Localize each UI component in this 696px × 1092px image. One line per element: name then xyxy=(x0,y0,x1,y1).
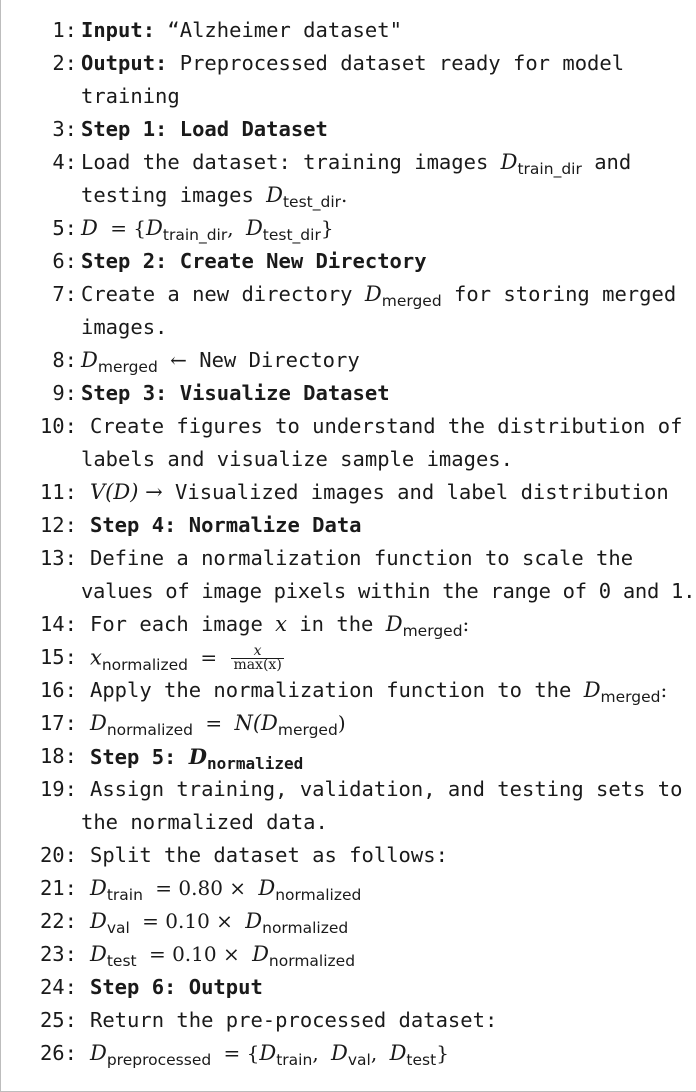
line-number: 20: xyxy=(39,843,77,867)
step-heading: Step 5: xyxy=(90,745,177,769)
step-heading: Step 3: Visualize Dataset xyxy=(81,381,390,405)
math-symbol: D xyxy=(583,678,601,702)
math-symbol: , xyxy=(370,1041,378,1065)
math-symbol: D xyxy=(364,282,382,306)
math-subscript: test_dir xyxy=(282,193,342,211)
math-symbol: D xyxy=(259,1041,277,1065)
math-subscript: train xyxy=(106,886,143,904)
math-symbol: D xyxy=(266,183,283,207)
line-number: 13: xyxy=(39,546,77,570)
line-number: 25: xyxy=(39,1008,77,1032)
line-number: 12: xyxy=(39,513,77,537)
math-subscript: normalized xyxy=(106,721,193,739)
line-text: Load the dataset: training images xyxy=(81,150,489,174)
math-coefficient: = 0.80 × xyxy=(155,876,247,900)
math-subscript: test xyxy=(106,952,137,970)
step-heading: Step 2: Create New Directory xyxy=(81,249,427,273)
math-coefficient: = 0.10 × xyxy=(142,909,233,933)
math-symbol: , xyxy=(227,216,234,240)
math-subscript: merged xyxy=(277,721,338,739)
line-number: 2: xyxy=(52,51,77,75)
math-symbol: ) xyxy=(337,711,346,735)
line-number: 17: xyxy=(39,711,77,735)
line-text: Assign training, validation, and testing sets to xyxy=(90,777,683,801)
math-symbol: D xyxy=(500,150,518,174)
line-number: 24: xyxy=(39,975,77,999)
line-number: 22: xyxy=(39,909,77,933)
fraction-numerator: x xyxy=(231,645,283,659)
line-number: 11: xyxy=(39,480,77,504)
math-symbol: , xyxy=(312,1041,319,1065)
input-value: “Alzheimer dataset" xyxy=(167,18,402,42)
line-continuation: the normalized data. xyxy=(81,810,328,834)
math-symbol: ← xyxy=(170,348,187,372)
line-number: 18: xyxy=(39,744,77,768)
fraction-denominator: max(x) xyxy=(233,657,282,673)
line-number: 16: xyxy=(39,678,77,702)
math-symbol: D xyxy=(385,612,403,636)
line-text: Split the dataset as follows: xyxy=(90,843,448,867)
line-number: 6: xyxy=(52,249,77,273)
line-text: Visualized images and label distribution xyxy=(175,480,669,504)
line-number: 5: xyxy=(52,216,77,240)
math-symbol: D xyxy=(81,216,98,240)
line-continuation: values of image pixels within the range of 0 and 1. xyxy=(81,579,696,603)
step-heading: Step 4: Normalize Data xyxy=(90,513,362,537)
line-number: 26: xyxy=(39,1041,77,1065)
math-symbol: } xyxy=(436,1041,449,1065)
math-symbol: x xyxy=(90,645,102,670)
math-subscript: normalized xyxy=(101,655,188,674)
math-symbol: . xyxy=(341,183,348,207)
line-continuation: labels and visualize sample images. xyxy=(81,447,513,471)
math-symbol: = xyxy=(200,645,218,670)
math-symbol: D xyxy=(90,876,107,900)
math-symbol: N( xyxy=(234,711,262,735)
line-number: 4: xyxy=(52,150,77,174)
line-number: 15: xyxy=(39,645,77,669)
line-number: 10: xyxy=(39,414,77,438)
math-subscript: normalized xyxy=(275,886,362,904)
math-subscript: merged xyxy=(97,358,158,376)
math-symbol: D xyxy=(146,216,163,240)
math-subscript: normalized xyxy=(206,754,304,773)
math-subscript: merged xyxy=(381,292,442,310)
math-symbol: D xyxy=(252,942,269,966)
line-number: 3: xyxy=(52,117,77,141)
line-text: New Directory xyxy=(199,348,360,372)
output-value: Preprocessed dataset ready for model xyxy=(179,51,625,75)
math-subscript: normalized xyxy=(262,919,349,937)
math-symbol: D xyxy=(90,711,107,735)
math-subscript: normalized xyxy=(268,952,356,970)
math-symbol: D xyxy=(90,909,107,933)
line-text: and xyxy=(594,150,632,174)
math-symbol: } xyxy=(320,216,334,240)
line-text: Apply the normalization function to the xyxy=(90,678,572,702)
line-text: For each image xyxy=(90,612,263,636)
fraction xyxy=(231,645,283,672)
line-number: 7: xyxy=(52,282,77,306)
math-subscript: merged xyxy=(402,622,463,640)
line-continuation: images. xyxy=(81,315,168,339)
math-subscript: train_dir xyxy=(517,160,582,178)
math-subscript: val xyxy=(347,1051,371,1069)
line-number: 14: xyxy=(39,612,77,636)
math-symbol: D xyxy=(331,1041,348,1065)
math-subscript: test_dir xyxy=(262,226,321,244)
line-text: in the xyxy=(299,612,374,636)
math-symbol: = xyxy=(205,711,223,735)
line-text: Define a normalization function to scale the xyxy=(90,546,634,570)
input-label: Input: xyxy=(81,18,156,42)
math-symbol: D xyxy=(188,744,207,769)
math-subscript: val xyxy=(106,919,130,937)
line-text: Return the pre-processed dataset: xyxy=(90,1008,498,1032)
math-symbol: = { xyxy=(223,1041,260,1065)
math-subscript: train xyxy=(276,1051,313,1069)
math-symbol: : xyxy=(660,678,668,702)
step-heading: Step 1: Load Dataset xyxy=(81,117,328,141)
line-continuation: training xyxy=(81,84,180,108)
line-text: Create a new directory xyxy=(81,282,353,306)
math-symbol: D xyxy=(90,942,107,966)
step-heading: Step 6: Output xyxy=(90,975,263,999)
math-symbol: V(D) → xyxy=(90,480,163,504)
line-text: for storing merged xyxy=(454,282,677,306)
math-symbol: D xyxy=(245,909,263,933)
math-subscript: train_dir xyxy=(162,226,228,244)
math-symbol: D xyxy=(258,876,276,900)
line-number: 1: xyxy=(52,18,77,42)
math-subscript: merged xyxy=(600,688,661,706)
math-symbol: D xyxy=(245,216,263,240)
math-symbol: = { xyxy=(110,216,147,240)
math-symbol: D xyxy=(261,711,278,735)
output-label: Output: xyxy=(81,51,168,75)
math-subscript: test xyxy=(406,1051,437,1069)
math-symbol: D xyxy=(389,1041,407,1065)
math-subscript: preprocessed xyxy=(106,1051,212,1069)
line-number: 21: xyxy=(39,876,77,900)
line-number: 19: xyxy=(39,777,77,801)
math-symbol: D xyxy=(90,1041,107,1065)
line-text: Create figures to understand the distribution of xyxy=(90,414,683,438)
line-continuation: testing images xyxy=(81,183,254,207)
math-symbol: D xyxy=(81,348,98,372)
math-coefficient: = 0.10 × xyxy=(148,942,240,966)
math-symbol: x xyxy=(275,612,287,636)
line-number: 8: xyxy=(52,348,77,372)
line-number: 23: xyxy=(39,942,77,966)
math-symbol: : xyxy=(462,612,470,636)
line-number: 9: xyxy=(52,381,77,405)
